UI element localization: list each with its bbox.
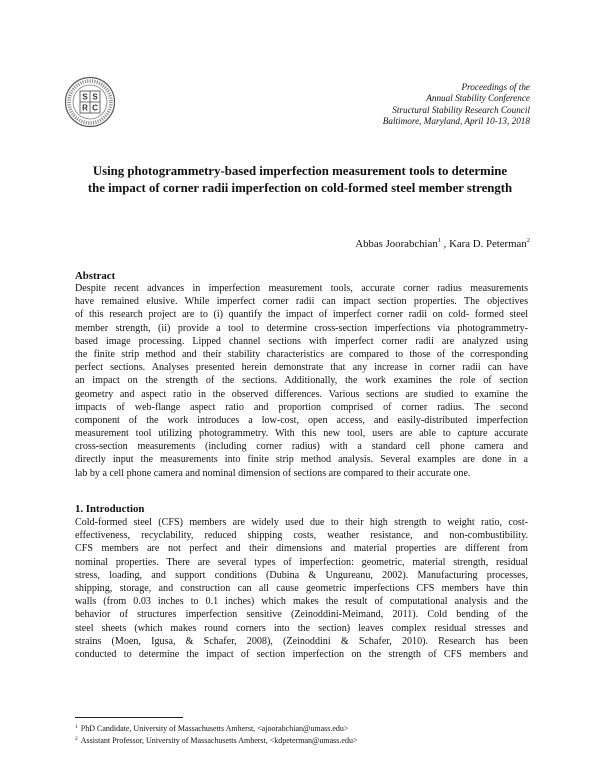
- abstract-line: component of the work introduces a low-cost, open access, and easily-distributed imperfection: [75, 414, 528, 426]
- abstract-line: based image processing. Lipped channel sections with imperfect corner radii are analyzed using: [75, 335, 528, 347]
- footnote-mark: 2: [526, 237, 530, 244]
- footnotes: [75, 722, 357, 747]
- proceedings-header: [230, 82, 530, 127]
- introduction-line: strains (Moen, Igusa, & Schafer, 2008), (Zeinoddini & Schafer, 2010). Research has been: [75, 635, 528, 647]
- abstract-line: geometry and aspect ratio in the observed differences. Various sections are studied to examine the: [75, 388, 528, 400]
- abstract-line: perfect sections. Analyses presented herein demonstrate that any increase in corner radii can have: [75, 362, 528, 374]
- svg-text:S: S: [82, 92, 88, 102]
- author-separator: ,: [440, 238, 450, 250]
- proceedings-line: Annual Stability Conference: [426, 93, 530, 104]
- introduction-line: behavior of structures imperfection sensitive (Zeinoddini-Meimand, 2011). Cold bending of the: [75, 609, 528, 621]
- abstract-line: member strength, (ii) provide a tool to determine cross-section imperfections via photogrammetry-: [75, 322, 528, 334]
- abstract-heading: Abstract: [75, 270, 116, 282]
- abstract-line: have remained elusive. While imperfect corner radii can impact section properties. The objectives: [75, 296, 528, 308]
- introduction-line: shipping, storage, and construction can all cause geometric imperfections CFS members have thin: [75, 582, 528, 594]
- introduction-line: stress, loading, and support conditions (Dubina & Ungureanu, 2002). Manufacturing processes,: [75, 569, 528, 581]
- ssrc-logo: [64, 76, 116, 128]
- introduction-line: steel sheets (which makes round corners into the section) leaves complex residual stresses and: [75, 622, 528, 634]
- proceedings-line: Structural Stability Research Council: [392, 104, 530, 115]
- abstract-line: directly input the measurements into finite strip method analysis. Several examples are done in a: [75, 454, 528, 466]
- footnote-text: Assistant Professor, University of Massachusetts Amherst, <kdpeterman@umass.edu>: [80, 736, 358, 746]
- abstract-line: cross-section measurements (including corner radius) with a standard cell phone camera and: [75, 441, 528, 453]
- svg-text:R: R: [82, 103, 88, 113]
- title-line: Using photogrammetry-based imperfection measurement tools to determine: [92, 164, 508, 178]
- abstract-line: of this research project are to (i) quantify the impact of imperfect corner radii on cold- formed steel: [75, 309, 528, 321]
- introduction-line: Cold-formed steel (CFS) members are widely used due to their high strength to weight ratio, cost-: [75, 517, 528, 528]
- introduction-line: nominal properties. There are several types of imperfection: geometric, material strength, residual: [75, 556, 528, 568]
- footnote-mark: 2: [75, 736, 78, 743]
- abstract-line: an impact on the strength of the sections. Additionally, the work examines the role of section: [75, 375, 528, 387]
- proceedings-line: Baltimore, Maryland, April 10-13, 2018: [382, 115, 530, 126]
- author-name: Kara D. Peterman: [449, 238, 527, 250]
- introduction-body: [75, 516, 528, 661]
- footnote: [75, 722, 357, 734]
- footnote-text: PhD Candidate, University of Massachusetts Amherst, <ajoorabchian@umass.edu>: [80, 724, 349, 733]
- abstract-line: lab by a cell phone camera and nominal dimension of sections are compared to their accurate one.: [75, 467, 471, 479]
- footnote-mark: 1: [75, 724, 78, 730]
- svg-text:C: C: [92, 103, 98, 113]
- abstract-line: Despite recent advances in imperfection measurement tools, accurate corner radius measurements: [75, 283, 528, 294]
- footnote-mark: 1: [437, 237, 441, 244]
- abstract-line: measurement tool utilizing photogrammetry. With this new tool, users are able to capture accurate: [75, 428, 528, 440]
- introduction-line: walls (from 0.03 inches to 0.1 inches) which makes the result of computational analysis and the: [75, 596, 528, 608]
- footnote-divider: [75, 717, 183, 718]
- author-name: Abbas Joorabchian: [355, 238, 438, 250]
- introduction-line: CFS members are not perfect and their dimensions and material properties are different from: [75, 543, 528, 555]
- introduction-line: conducted to determine the impact of section imperfection on the strength of CFS members and: [75, 648, 528, 660]
- abstract-line: impacts of web-flange aspect ratio and proportion comprised of corner radius. The second: [75, 401, 528, 413]
- paper-title: [60, 163, 540, 197]
- ssrc-logo-icon: [64, 76, 116, 128]
- abstract-body: [75, 282, 528, 480]
- proceedings-line: Proceedings of the: [461, 82, 530, 92]
- introduction-line: effectiveness, recyclability, reduced shipping costs, weather resistance, and non-combustibility.: [75, 530, 528, 542]
- svg-text:S: S: [92, 92, 98, 102]
- title-line: the impact of corner radii imperfection on cold-formed steel member strength: [87, 181, 513, 195]
- abstract-line: the finite strip method and their stability characteristics are compared to those of the corresponding: [75, 348, 528, 360]
- introduction-heading: 1. Introduction: [75, 503, 145, 515]
- footnote: [75, 734, 357, 746]
- author-list: [355, 237, 530, 250]
